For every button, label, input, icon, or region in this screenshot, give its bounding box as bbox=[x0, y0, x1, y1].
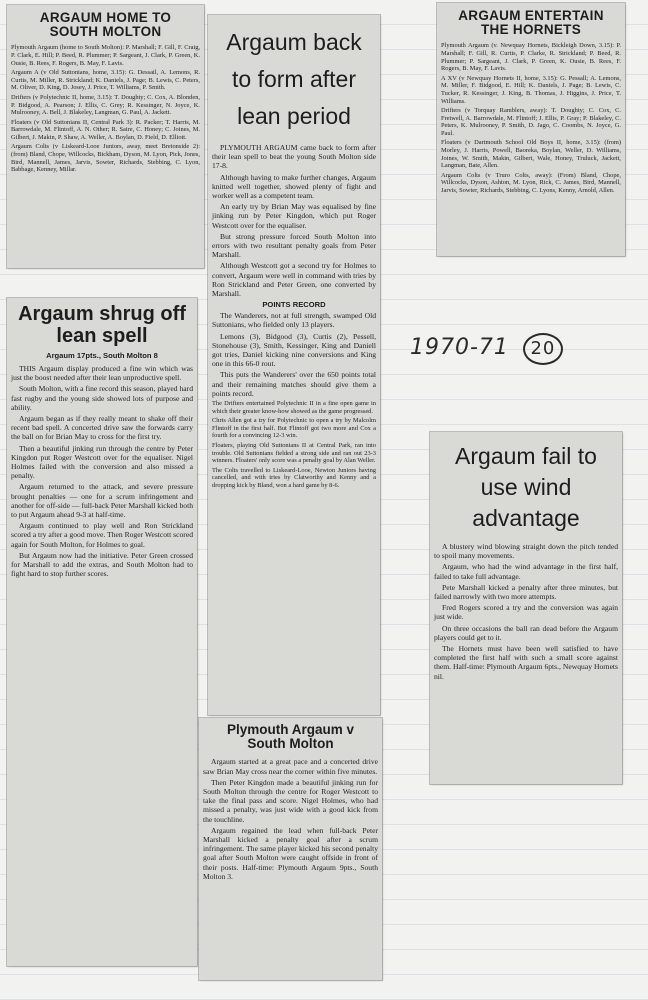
paragraph: Argaum Colts (v Truro Colts, away): (From) Bland, Chope, Willcocks, Dyson, Ashton, M. Lyon, Rick, C. James, Bird, Mannell, Jarvis, Sowter, Richards, Stebbing, C. Lyons, Kenny, Arnold, Allen. bbox=[441, 171, 621, 195]
season-note: 1970-71 bbox=[410, 335, 509, 360]
points-record-subhead: POINTS RECORD bbox=[262, 300, 326, 310]
paragraph: Plymouth Argaum (home to South Molton): P. Marshall; F. Gill, F. Craig, P. Clark, E. Hill; P. Beed, R. Plummer; P. Sargeant, J. Clark, P. Green, K. Ousie, B. Rees, F. Rogers, B. May, F. Lavis. bbox=[11, 44, 200, 67]
circled-page-number: 20 bbox=[523, 333, 563, 365]
paragraph: Although having to make further changes, Argaum knitted well together, showed plenty of fight and worker well as a competent team. bbox=[212, 172, 376, 201]
paragraph: Plymouth Argaum (v. Newquay Hornets, Bickleigh Down, 3.15): P. Marshall; F. Gill, R. Curtis, P. Clarke, R. Strickland; P. Beed, R. Plummer; P. Sargeant, J. Clark, P. Green, K. Ousie, B. Rees, F. Rogers, B. May, F. Lavis. bbox=[441, 42, 621, 73]
headline: Plymouth Argaum v South Molton bbox=[226, 722, 355, 752]
paragraph: Floaters, playing Old Suttonians II at Central Park, ran into trouble. Old Suttonians fielded a strong side and ran out 23-3 winners. Floaters' only score was a penalty goal by Alan Weller. bbox=[212, 442, 376, 465]
paragraph: Pete Marshall kicked a penalty after three minutes, but failed narrowly with two more attempts. bbox=[434, 582, 618, 602]
clipping-back-to-form bbox=[208, 15, 380, 715]
paragraph: The Wanderers, not at full strength, swamped Old Suttonians, who fielded only 13 players. bbox=[212, 311, 376, 330]
paragraph: But Argaum now had the initiative. Peter Green crossed for Marshall to add the extras, and South Molton had to fight hard to stop further scores. bbox=[11, 550, 193, 579]
paragraph: A XV (v Newquay Hornets II, home, 3.15): G. Pessall; A. Lemons, M. Miller, F. Bidgood, E. Hill; K. Daniels, J. Page; B. Lewis, C. Tucker, R. Kessinger, J. King, B. Thomas, J. Higgins, J. Price, T. Williams. bbox=[441, 74, 621, 105]
paragraph: Argaum Colts (v Liskeard-Looe Juniors, away, meet Bretonside 2): (from) Bland, Chope, Willcocks, Bickham, Dyson, M. Lyon, Pick, Jones, Bird, Mannell, James, Jarvis, Sowter, Richards, Stebbing, C. Lyon, Babbage, Kenney, Millar. bbox=[11, 143, 200, 174]
headline: Argaum fail to use wind advantage bbox=[455, 443, 597, 531]
article-body bbox=[11, 364, 193, 578]
headline: Argaum back to form after lean period bbox=[226, 29, 362, 129]
paragraph: Drifters (v Torquay Ramblers, away): T. Doughty; C. Cox, C. Fretwell, A. Barrowdale, M. Flintoff; J. Ellis, P. Gray; P. Blakeley, C. Peters, K. Mulrooney, P. Smith, D. Jago, C. Coombs, N. Joyce, G. Paul. bbox=[441, 107, 621, 137]
paragraph: This puts the Wanderers' over the 650 points total and their remaining matches should give them a points record. bbox=[212, 370, 376, 398]
paragraph: Argaum regained the lead when full-back Peter Marshall kicked a penalty goal after a scrum infringement. The same player kicked his second penalty goal after South Molton were caught offside in front of their posts. Half-time: Plymouth Argaum 9pts., South Molton 3. bbox=[203, 825, 378, 881]
paragraph: Fred Rogers scored a try and the conversion was again just wide. bbox=[434, 603, 618, 622]
paragraph: Chris Allen got a try for Polytechnic to open a try by Malcolm Flintoff in the first half. But Flintoff got two more and Cox a fourth for a convincing 12-3 win. bbox=[212, 417, 376, 440]
team-list bbox=[11, 44, 200, 174]
article-body bbox=[434, 542, 618, 681]
paragraph: Then Peter Kingdon made a beautiful jinking run for South Molton through the centre for Roger Westcott to take the final pass and score. Nigel Holmes, who had missed a penalty, was just wide with a good kick from the touchline. bbox=[203, 777, 378, 824]
paragraph: The Colts travelled to Liskeard-Looe, Newton Juniors having cancelled, and with tries by Clatworthy and Kenny and a dropping kick by Bland, won a hard game by 8-6. bbox=[212, 466, 376, 490]
team-list bbox=[441, 42, 621, 194]
score-line: Argaum 17pts., South Molton 8 bbox=[46, 351, 158, 360]
article-body bbox=[203, 757, 378, 881]
paragraph: Drifters (v Polytechnic II, home, 3.15): T. Doughty; C. Cox, A. Blonden, P. Bidgood, A. Pearson; J. Ellis, C. Grey; R. Kessinger, N. Joyce, K. Mulrooney, A. Bell, J. Blakeley, Langman, G. Paul, A. Jackett. bbox=[11, 93, 200, 117]
paragraph: But strong pressure forced South Molton into errors with two resultant penalty goals from Peter Marshall. bbox=[212, 231, 376, 260]
paragraph: Argaum began as if they really meant to shake off their recent bad spell. A concerted drive saw the forwards carry the ball on for Brian May to cross for the first try. bbox=[11, 414, 193, 442]
paragraph: PLYMOUTH ARGAUM came back to form after their lean spell to beat the young South Molton side 17-8. bbox=[212, 143, 376, 171]
paragraph: The Hornets must have been well satisfied to have completed the first half with such a small score against them. Half-time: Plymouth Argaum 6pts., Newquay Hornets nil. bbox=[434, 644, 618, 681]
paragraph: On three occasions the ball ran dead before the Argaum players could get to it. bbox=[434, 623, 618, 642]
handwritten-note bbox=[410, 333, 563, 365]
clipping-entertain-the-hornets bbox=[437, 3, 625, 256]
paragraph: Then a beautiful jinking run through the centre by Peter Kingdon put Roger Westcott over for the equaliser. Nigel Holmes failed with the conversion and also missed a penalty. bbox=[11, 443, 193, 481]
paragraph: Argaum started at a great pace and a concerted drive saw Brian May cross near the corner within five minutes. bbox=[203, 757, 378, 776]
clipping-argaum-v-south-molton bbox=[199, 718, 382, 980]
paragraph: Argaum continued to play well and Ron Strickland scored a try after a good move. Then Roger Westcott scored again for South Molton, for Holmes to goal. bbox=[11, 521, 193, 549]
paragraph: THIS Argaum display produced a fine win which was just the boost needed after their lean unproductive spell. bbox=[11, 364, 193, 383]
paragraph: An early try by Brian May was equalised by fine jinking run by Peter Kingdon, which put Roger Westcott over for the equaliser. bbox=[212, 202, 376, 230]
points-record-body bbox=[212, 311, 376, 398]
paragraph: The Drifters entertained Polytechnic II in a fine open game in which their greater know-how showed as the game progressed. bbox=[212, 400, 376, 415]
results-summary bbox=[212, 400, 376, 490]
headline: ARGAUM ENTERTAIN THE HORNETS bbox=[458, 8, 604, 38]
paragraph: A blustery wind blowing straight down the pitch tended to spoil many movements. bbox=[434, 542, 618, 561]
paragraph: South Molton, with a fine record this season, played hard fast rugby and the young side showed lots of purpose and ability. bbox=[11, 384, 193, 412]
clipping-fail-to-use-wind bbox=[430, 432, 622, 784]
paragraph: Floaters (v Old Suttonians II, Central Park 3): R. Packer; T. Harris, M. Barrowdale, M. Flintoff, A. N. Other; R. Saire, C. Honey; C. Joines, M. Gilbert, J. Makin, P. Shaw, A. Weller, A. Boylan, D. Field, D. Elliott. bbox=[11, 118, 200, 141]
paragraph: Floaters (v Dartmouth School Old Boys II, home, 3.15): (from) Morley, J. Harris, Powell, Baoreka, Boylan, Weller, D. Williams, Joines, W. Smith, Makin, Gilbert, Wale, Honey, Truluck, Jackett, Langman, Bate, Allen. bbox=[441, 139, 621, 170]
paragraph: Argaum A (v Old Suttonians, home, 3.15): G. Dessail, A. Lemons, R. Curtis, M. Miller, R. Strickland; K. Daniels, J. Page; B. Lewis, C. Peters, M. Oliver, D. King, D. Josey, J. Price, T. Williams, P. Smith. bbox=[11, 69, 200, 92]
paragraph: Lemons (3), Bidgood (3), Curtis (2), Pessell, Stonehouse (3), Smith, Kessinger, King and Daniell got tries, Daniel kicking nine conversions and King one in this 66-0 rout. bbox=[212, 331, 376, 369]
clipping-shrug-off-lean-spell bbox=[7, 298, 197, 966]
paragraph: Although Westcott got a second try for Holmes to convert, Argaum were well in command with tries by Ron Strickland and Peter Green, one converted by Marshall. bbox=[212, 261, 376, 299]
article-body bbox=[212, 143, 376, 298]
paragraph: Argaum, who had the wind advantage in the first half, failed to take full advantage. bbox=[434, 562, 618, 581]
headline: ARGAUM HOME TO SOUTH MOLTON bbox=[39, 10, 172, 40]
paragraph: Argaum returned to the attack, and severe pressure brought penalties — one for a scrum infringement and another for off-side — full-back Peter Marshall kicked both to put Argaum ahead 9-3 at half-time. bbox=[11, 482, 193, 520]
clipping-home-to-south-molton bbox=[7, 5, 204, 268]
headline: Argaum shrug off lean spell bbox=[18, 303, 186, 347]
